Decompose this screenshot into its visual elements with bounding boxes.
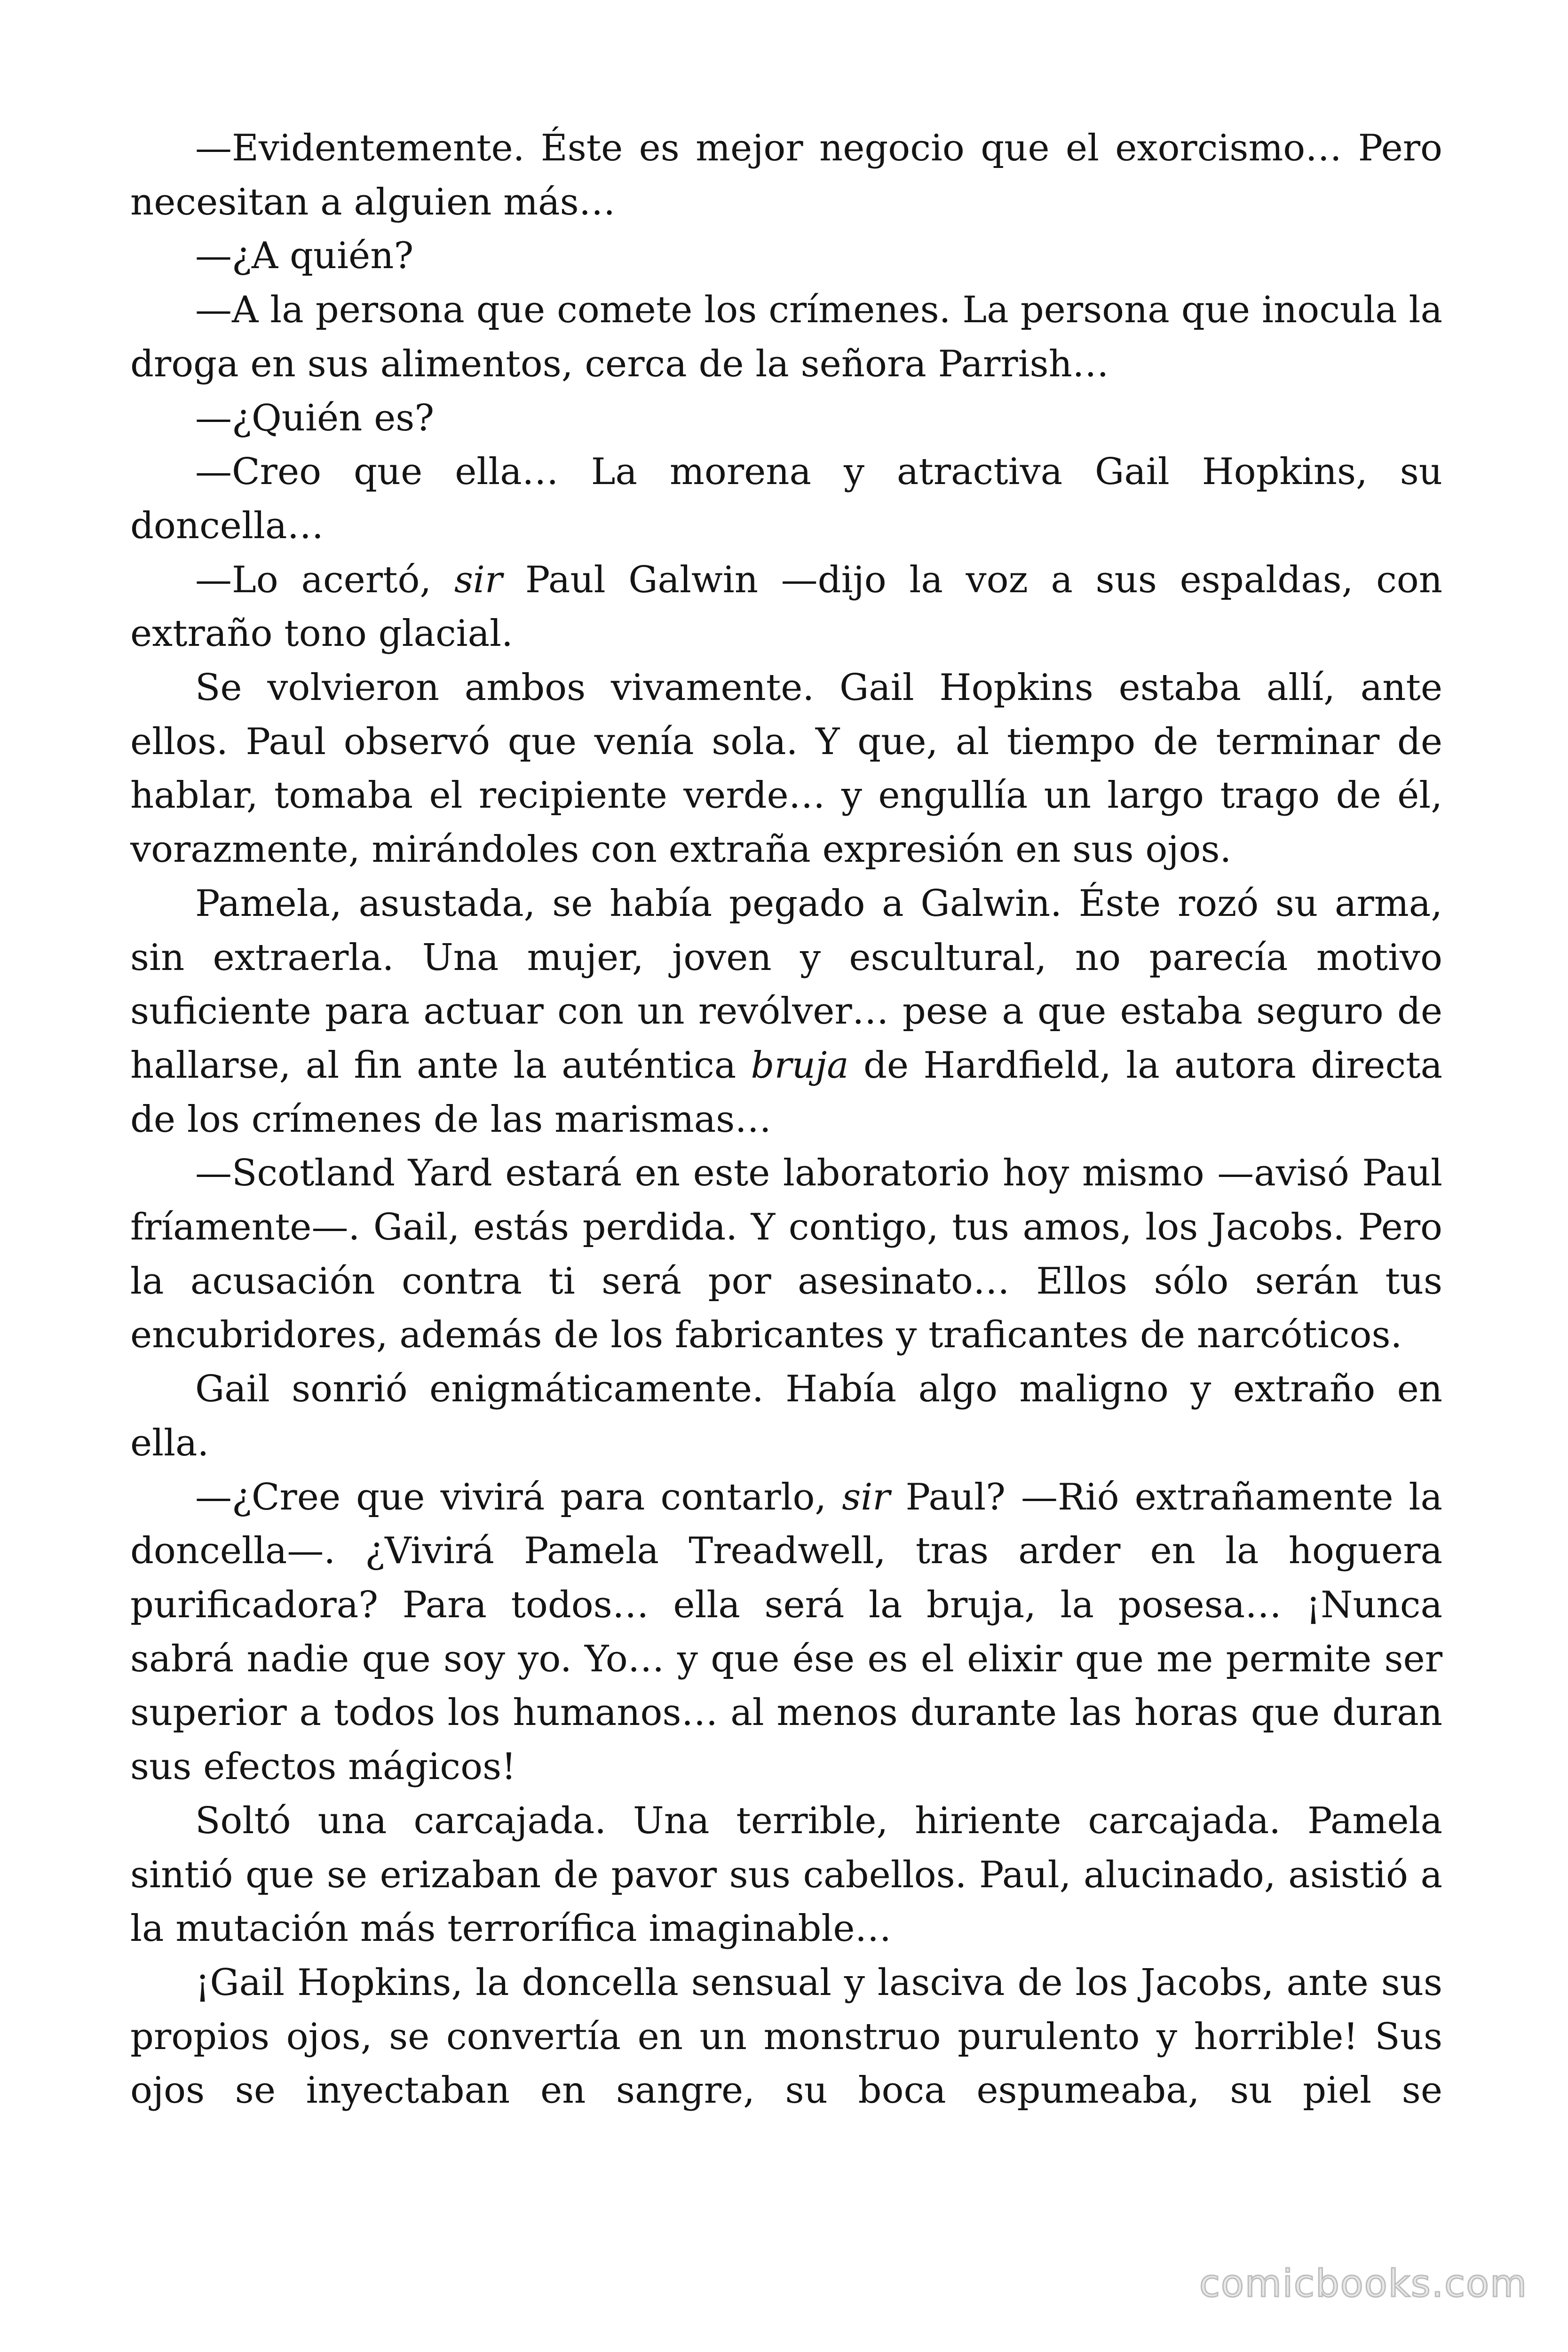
paragraph	[130, 1362, 1442, 1470]
paragraph	[130, 445, 1442, 553]
text-run: de Hardfield, la autora directa de los crímenes de las marismas…	[130, 1044, 1442, 1141]
text-run: —Lo acertó,	[195, 558, 454, 601]
text-run: —¿Cree que vivirá para contarlo,	[195, 1476, 842, 1518]
text-run: Pamela, asustada, se había pegado a Galwin. Éste rozó su arma, sin extraerla. Una mujer, joven y escultural, no parecía motivo suficiente para actuar con un revólver… pese a que estaba seguro de hallarse, al fin ante la auténtica	[130, 882, 1442, 1087]
paragraph	[130, 661, 1442, 877]
paragraph	[130, 121, 1442, 229]
paragraph	[130, 229, 1442, 283]
paragraph	[130, 1146, 1442, 1362]
paragraph	[130, 1956, 1442, 2118]
italic-text: bruja	[751, 1044, 849, 1087]
italic-text: sir	[842, 1476, 890, 1518]
body-text	[130, 121, 1442, 2118]
text-run: —A la persona que comete los crímenes. La persona que inocula la droga en sus alimentos, cerca de la señora Parrish…	[130, 289, 1442, 385]
text-run: ¡Gail Hopkins, la doncella sensual y lasciva de los Jacobs, ante sus propios ojos, se convertía en un monstruo purulento y horrible! Sus ojos se inyectaban en sangre, su boca espumeaba, su piel se	[130, 1961, 1442, 2112]
paragraph	[130, 1794, 1442, 1956]
text-run: Se volvieron ambos vivamente. Gail Hopkins estaba allí, ante ellos. Paul observó que venía sola. Y que, al tiempo de terminar de hablar, tomaba el recipiente verde… y engullía un largo trago de él, vorazmente, mirándoles con extraña expresión en sus ojos.	[130, 667, 1442, 871]
italic-text: sir	[454, 558, 503, 601]
text-run: —¿A quién?	[195, 235, 414, 278]
text-run: —Scotland Yard estará en este laboratorio hoy mismo —avisó Paul fríamente—. Gail, estás perdida. Y contigo, tus amos, los Jacobs. Pero la acusación contra ti será por asesinato… Ellos sólo serán tus encubridores, además de los fabricantes y traficantes de narcóticos.	[130, 1152, 1442, 1357]
watermark: comicbooks.com	[1199, 2262, 1528, 2305]
paragraph	[130, 877, 1442, 1147]
paragraph	[130, 553, 1442, 661]
paragraph	[130, 1470, 1442, 1794]
paragraph	[130, 283, 1442, 391]
text-run: Gail sonrió enigmáticamente. Había algo maligno y extraño en ella.	[130, 1368, 1442, 1464]
text-run: Soltó una carcajada. Una terrible, hiriente carcajada. Pamela sintió que se erizaban de pavor sus cabellos. Paul, alucinado, asistió a la mutación más terrorífica imaginable…	[130, 1799, 1442, 1950]
text-run: Paul? —Rió extrañamente la doncella—. ¿Vivirá Pamela Treadwell, tras arder en la hoguera purificadora? Para todos… ella será la bruja, la posesa… ¡Nunca sabrá nadie que soy yo. Yo… y que ése es el elixir que me permite ser superior a todos los humanos… al menos durante las horas que duran sus efectos mágicos!	[130, 1476, 1442, 1788]
text-run: —Evidentemente. Éste es mejor negocio que el exorcismo… Pero necesitan a alguien más…	[130, 127, 1442, 223]
paragraph	[130, 391, 1442, 445]
text-run: Paul Galwin —dijo la voz a sus espaldas, con extraño tono glacial.	[130, 558, 1442, 655]
text-run: —¿Quién es?	[195, 397, 435, 439]
text-run: —Creo que ella… La morena y atractiva Gail Hopkins, su doncella…	[130, 451, 1442, 547]
